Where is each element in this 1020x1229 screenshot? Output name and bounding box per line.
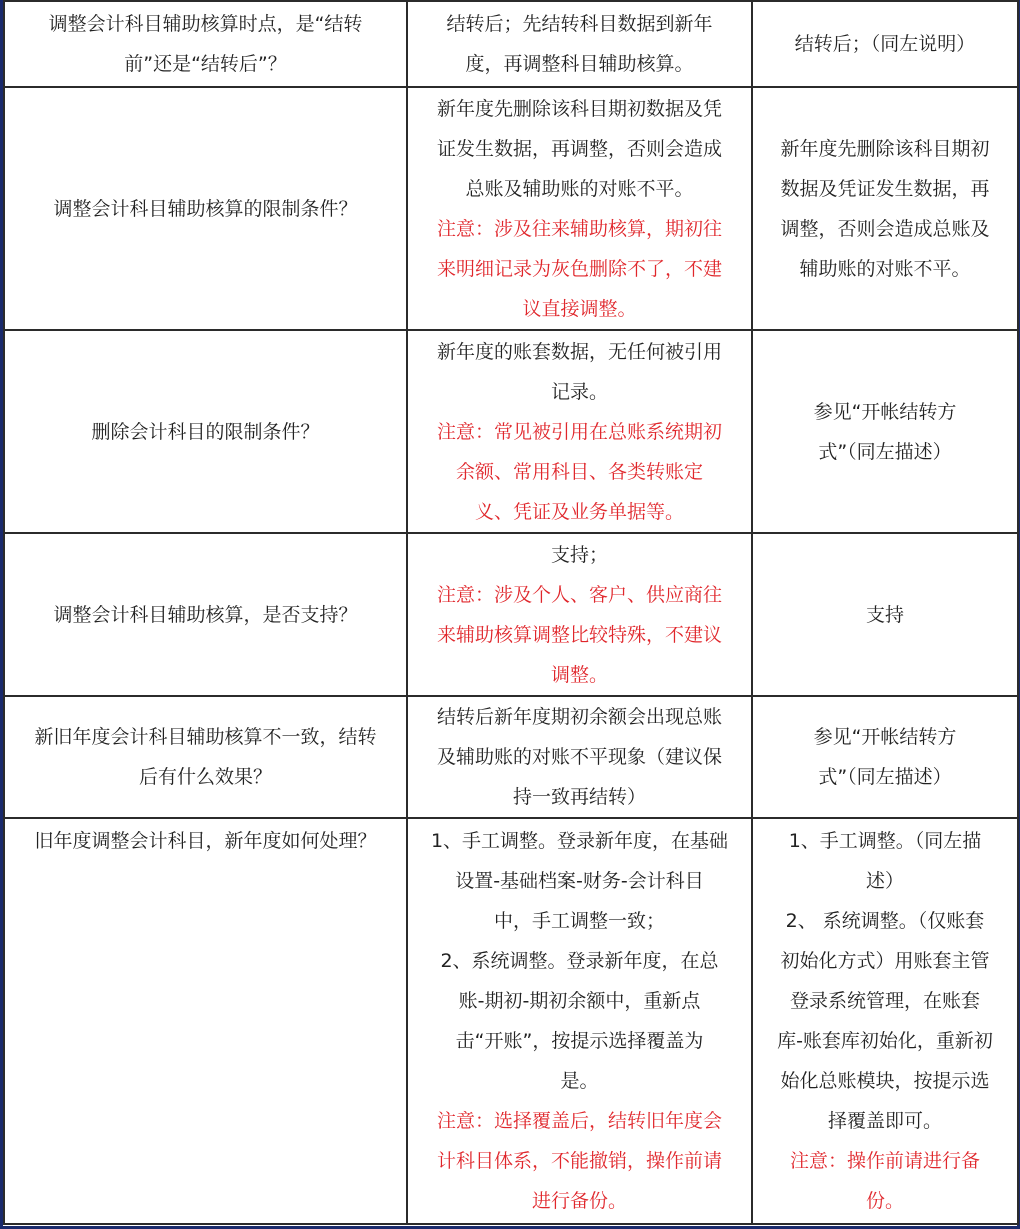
cell-text-line: 调整会计科目辅助核算时点，是“结转 (48, 13, 363, 35)
cell-text-line: 度，再调整科目辅助核算。 (465, 53, 694, 75)
warning-text-line: 来辅助核算调整比较特殊，不建议 (436, 623, 722, 646)
note-cell (752, 87, 1018, 330)
comparison-table (3, 0, 1019, 1225)
cell-text-line: 数据及凭证发生数据，再 (780, 177, 990, 200)
note-cell (752, 1, 1018, 87)
warning-text-line: 来明细记录为灰色删除不了，不建 (436, 257, 722, 280)
note-cell (752, 818, 1018, 1224)
cell-text-line: 中，手工调整一致； (493, 910, 665, 932)
cell-text-line: 式”（同左描述） (818, 440, 952, 463)
warning-text-line: 份。 (865, 1190, 904, 1212)
warning-text-line: 计科目体系，不能撤销，操作前请 (436, 1150, 722, 1172)
cell-text-line: 新旧年度会计科目辅助核算不一致，结转 (34, 726, 377, 748)
cell-text-line: 前”还是“结转后”？ (124, 53, 287, 75)
answer-cell (407, 818, 752, 1224)
cell-text-line: 总账及辅助账的对账不平。 (465, 177, 694, 200)
note-cell (752, 533, 1018, 696)
cell-text-line: 参见“开帐结转方 (813, 726, 957, 748)
cell-text-line: 持一致再结转） (512, 786, 646, 808)
table-row (4, 87, 1018, 330)
cell-text-line: 1、手工调整。（同左描 (788, 830, 982, 852)
question-cell (4, 1, 407, 87)
cell-text-line: 1、手工调整。登录新年度，在基础 (430, 830, 729, 852)
warning-text-line: 注意：涉及往来辅助核算，期初往 (436, 217, 722, 240)
warning-text-line: 注意：操作前请进行备 (789, 1150, 980, 1172)
cell-text-line: 支持 (865, 603, 904, 626)
cell-text-line: 记录。 (550, 380, 608, 403)
cell-text-line: 设置-基础档案-财务-会计科目 (455, 870, 704, 892)
warning-text-line: 义、凭证及业务单据等。 (474, 500, 684, 523)
cell-text-line: 新年度先删除该科目期初 (780, 137, 990, 160)
answer-cell (407, 696, 752, 818)
question-cell (4, 818, 407, 1224)
table-body (4, 1, 1018, 1224)
cell-text-line: 2、系统调整。登录新年度，在总 (440, 950, 719, 972)
cell-text-line: 账-期初-期初余额中，重新点 (458, 990, 701, 1012)
answer-cell (407, 1, 752, 87)
question-cell (4, 696, 407, 818)
cell-text-line: 调整会计科目辅助核算的限制条件？ (53, 197, 358, 220)
cell-text-line: 式”（同左描述） (818, 766, 952, 788)
cell-text-line: 登录系统管理，在账套 (789, 990, 980, 1012)
table-row (4, 1, 1018, 87)
cell-text-line: 辅助账的对账不平。 (799, 257, 971, 280)
note-cell (752, 696, 1018, 818)
cell-text-line: 库-账套库初始化，重新初 (777, 1030, 993, 1052)
cell-text-line: 支持； (550, 543, 608, 566)
question-cell (4, 533, 407, 696)
cell-text-line: 证发生数据，再调整，否则会造成 (436, 137, 722, 160)
cell-text-line: 击“开账”，按提示选择覆盖为 (455, 1030, 704, 1052)
cell-text-line: 调整会计科目辅助核算，是否支持？ (53, 603, 358, 626)
table-row (4, 330, 1018, 533)
answer-cell (407, 330, 752, 533)
cell-text-line: 述） (865, 870, 904, 892)
table-row (4, 696, 1018, 818)
warning-text-line: 余额、常用科目、各类转账定 (455, 460, 703, 483)
cell-text-line: 新年度先删除该科目期初数据及凭 (436, 97, 722, 120)
cell-text-line: 后有什么效果？ (138, 766, 272, 788)
cell-text-line: 择覆盖即可。 (827, 1110, 942, 1132)
cell-text-line: 旧年度调整会计科目，新年度如何处理？ (34, 830, 377, 852)
cell-text-line: 结转后；先结转科目数据到新年 (446, 13, 713, 35)
warning-text-line: 调整。 (550, 663, 608, 686)
question-cell (4, 87, 407, 330)
cell-text-line: 及辅助账的对账不平现象（建议保 (436, 746, 722, 768)
table-row (4, 818, 1018, 1224)
cell-text-line: 调整，否则会造成总账及 (780, 217, 990, 240)
warning-text-line: 注意：涉及个人、客户、供应商往 (436, 583, 722, 606)
answer-cell (407, 533, 752, 696)
warning-text-line: 议直接调整。 (522, 297, 637, 320)
cell-text-line: 始化总账模块，按提示选 (780, 1070, 990, 1092)
cell-text-line: 初始化方式）用账套主管 (780, 950, 990, 972)
table-row (4, 533, 1018, 696)
warning-text-line: 注意：选择覆盖后，结转旧年度会 (436, 1110, 722, 1132)
cell-text-line: 新年度的账套数据，无任何被引用 (436, 340, 722, 363)
warning-text-line: 进行备份。 (531, 1190, 627, 1212)
note-cell (752, 330, 1018, 533)
answer-cell (407, 87, 752, 330)
cell-text-line: 参见“开帐结转方 (813, 400, 957, 423)
cell-text-line: 结转后新年度期初余额会出现总账 (436, 706, 722, 728)
question-cell (4, 330, 407, 533)
cell-text-line: 2、 系统调整。（仅账套 (785, 910, 985, 932)
warning-text-line: 注意：常见被引用在总账系统期初 (436, 420, 722, 443)
cell-text-line: 是。 (560, 1070, 599, 1092)
cell-text-line: 删除会计科目的限制条件？ (91, 420, 320, 443)
cell-text-line: 结转后；（同左说明） (794, 33, 976, 55)
